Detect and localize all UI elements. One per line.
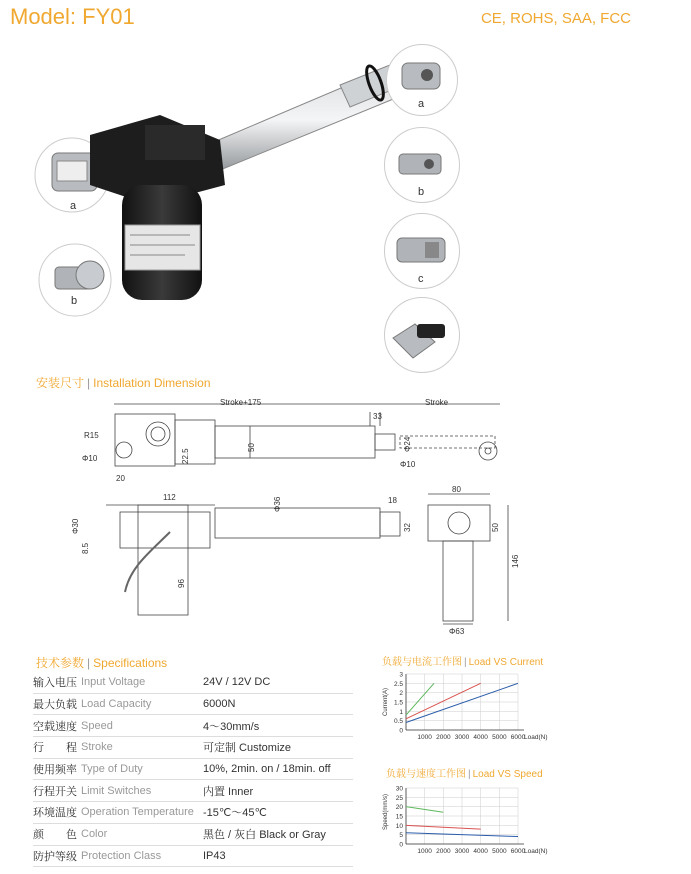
y-tick-label: 20 bbox=[395, 804, 403, 812]
specifications-heading-cn: 技术参数 bbox=[36, 656, 85, 670]
y-tick-label: 10 bbox=[395, 822, 403, 830]
spec-row bbox=[33, 672, 353, 693]
installation-heading-en: Installation Dimension bbox=[93, 376, 211, 390]
spec-value: 可定制 Customize bbox=[203, 737, 353, 759]
spec-label-en: Load Capacity bbox=[81, 693, 203, 715]
spec-label-cn: 输入电压 bbox=[33, 672, 81, 693]
dim-80: 80 bbox=[452, 485, 461, 494]
x-tick-label: 6000 bbox=[510, 848, 526, 855]
y-tick-label: 1 bbox=[399, 708, 403, 716]
y-tick-label: 0 bbox=[399, 727, 403, 735]
specifications-heading-en: Specifications bbox=[93, 656, 168, 670]
installation-heading-cn: 安装尺寸 bbox=[36, 376, 85, 390]
x-tick-label: 6000 bbox=[510, 734, 526, 741]
load-vs-speed-chart bbox=[378, 782, 558, 860]
spec-label-cn: 最大负载 bbox=[33, 693, 81, 715]
spec-value: 黑色 / 灰白 Black or Gray bbox=[203, 823, 353, 845]
dim-r15: R15 bbox=[84, 431, 99, 440]
x-tick-label: 1000 bbox=[417, 734, 432, 741]
y-tick-label: 2.5 bbox=[393, 680, 403, 688]
x-axis-label: Load(N) bbox=[524, 848, 548, 855]
spec-label-en: Limit Switches bbox=[81, 780, 203, 802]
x-tick-label: 2000 bbox=[436, 848, 451, 855]
dim-32: 32 bbox=[403, 523, 412, 532]
y-tick-label: 1.5 bbox=[393, 699, 403, 707]
specifications-table bbox=[33, 672, 353, 867]
heading-separator: | bbox=[87, 376, 91, 390]
x-tick-label: 5000 bbox=[492, 734, 507, 741]
attachment-label-b: b bbox=[418, 186, 425, 198]
spec-value: 内置 Inner bbox=[203, 780, 353, 802]
spec-label-cn: 环境温度 bbox=[33, 802, 81, 824]
spec-row bbox=[33, 758, 353, 780]
chart-title-separator: | bbox=[464, 657, 467, 668]
attachment-label-b-left: b bbox=[71, 295, 78, 307]
attachment-label-a: a bbox=[418, 98, 425, 110]
x-tick-label: 4000 bbox=[473, 848, 488, 855]
dim-phi63: Φ63 bbox=[449, 627, 465, 636]
x-tick-label: 3000 bbox=[454, 848, 470, 855]
x-tick-label: 5000 bbox=[492, 848, 507, 855]
dim-96: 96 bbox=[177, 579, 186, 588]
heading-separator: | bbox=[87, 656, 91, 670]
series-line bbox=[406, 683, 434, 715]
chart-title-separator: | bbox=[468, 769, 471, 780]
y-tick-label: 0.5 bbox=[393, 718, 403, 726]
spec-value: -15℃～45℃ bbox=[203, 802, 353, 824]
attachment-d-image bbox=[384, 297, 460, 373]
current-chart-title-en: Load VS Current bbox=[468, 657, 544, 668]
y-tick-label: 30 bbox=[395, 785, 403, 793]
spec-label-en: Protection Class bbox=[81, 845, 203, 867]
x-tick-label: 3000 bbox=[454, 734, 470, 741]
dim-phi24: Φ24 bbox=[403, 436, 412, 452]
attachment-label-a-left: a bbox=[70, 200, 77, 212]
installation-dimension-heading bbox=[36, 374, 211, 391]
spec-label-en: Color bbox=[81, 823, 203, 845]
spec-value: 6000N bbox=[203, 693, 353, 715]
spec-row bbox=[33, 737, 353, 759]
dim-33: 33 bbox=[373, 412, 382, 421]
spec-value: 4～30mm/s bbox=[203, 715, 353, 737]
x-tick-label: 1000 bbox=[417, 848, 432, 855]
spec-label-cn: 使用频率 bbox=[33, 758, 81, 780]
dim-8-5: 8.5 bbox=[81, 542, 90, 554]
x-axis-label: Load(N) bbox=[524, 734, 548, 741]
x-tick-label: 4000 bbox=[473, 734, 488, 741]
certification-text: CE, ROHS, SAA, FCC bbox=[480, 10, 631, 27]
page-title: Model: FY01 bbox=[10, 4, 135, 29]
dim-22-5: 22.5 bbox=[181, 448, 190, 464]
spec-value: 24V / 12V DC bbox=[203, 672, 353, 693]
specifications-heading bbox=[36, 654, 167, 671]
y-tick-label: 2 bbox=[399, 690, 403, 698]
speed-chart-title bbox=[386, 765, 543, 780]
y-axis-label: Current(A) bbox=[383, 687, 389, 716]
attachment-label-c: c bbox=[418, 273, 424, 285]
dim-phi10-right: Φ10 bbox=[400, 460, 416, 469]
dim-146: 146 bbox=[511, 554, 520, 568]
speed-chart-title-cn: 负载与速度工作图 bbox=[386, 769, 466, 780]
dim-112: 112 bbox=[163, 493, 176, 502]
spec-label-en: Type of Duty bbox=[81, 758, 203, 780]
dim-50-side: 50 bbox=[491, 523, 500, 532]
y-axis-label: Speed(mm/s) bbox=[383, 793, 389, 830]
current-chart-title bbox=[382, 653, 543, 668]
y-tick-label: 0 bbox=[399, 841, 403, 849]
y-tick-label: 25 bbox=[395, 794, 403, 802]
spec-label-cn: 防护等级 bbox=[33, 845, 81, 867]
spec-label-cn: 行 程 bbox=[33, 737, 81, 759]
dim-phi10-left: Φ10 bbox=[82, 454, 98, 463]
y-tick-label: 15 bbox=[395, 813, 403, 821]
spec-label-en: Input Voltage bbox=[81, 672, 203, 693]
dim-18: 18 bbox=[388, 496, 397, 505]
load-vs-current-chart bbox=[378, 668, 558, 750]
spec-label-cn: 行程开关 bbox=[33, 780, 81, 802]
spec-label-cn: 空载速度 bbox=[33, 715, 81, 737]
spec-row bbox=[33, 802, 353, 824]
spec-value: IP43 bbox=[203, 845, 353, 867]
spec-label-cn: 颜 色 bbox=[33, 823, 81, 845]
spec-label-en: Speed bbox=[81, 715, 203, 737]
dim-50-top: 50 bbox=[247, 443, 256, 452]
dim-phi30: Φ30 bbox=[71, 518, 80, 534]
dim-stroke: Stroke bbox=[425, 398, 449, 407]
spec-label-en: Stroke bbox=[81, 737, 203, 759]
x-tick-label: 2000 bbox=[436, 734, 451, 741]
current-chart-title-cn: 负载与电流工作图 bbox=[382, 657, 462, 668]
dim-20: 20 bbox=[116, 474, 125, 483]
dim-stroke-175: Stroke+175 bbox=[220, 398, 262, 407]
spec-row bbox=[33, 780, 353, 802]
spec-value: 10%, 2min. on / 18min. off bbox=[203, 758, 353, 780]
dim-phi36: Φ36 bbox=[273, 496, 282, 512]
spec-row bbox=[33, 845, 353, 867]
speed-chart-title-en: Load VS Speed bbox=[472, 769, 543, 780]
spec-row bbox=[33, 693, 353, 715]
y-tick-label: 5 bbox=[399, 832, 403, 840]
spec-label-en: Operation Temperature bbox=[81, 802, 203, 824]
spec-row bbox=[33, 823, 353, 845]
spec-row bbox=[33, 715, 353, 737]
y-tick-label: 3 bbox=[399, 671, 403, 679]
